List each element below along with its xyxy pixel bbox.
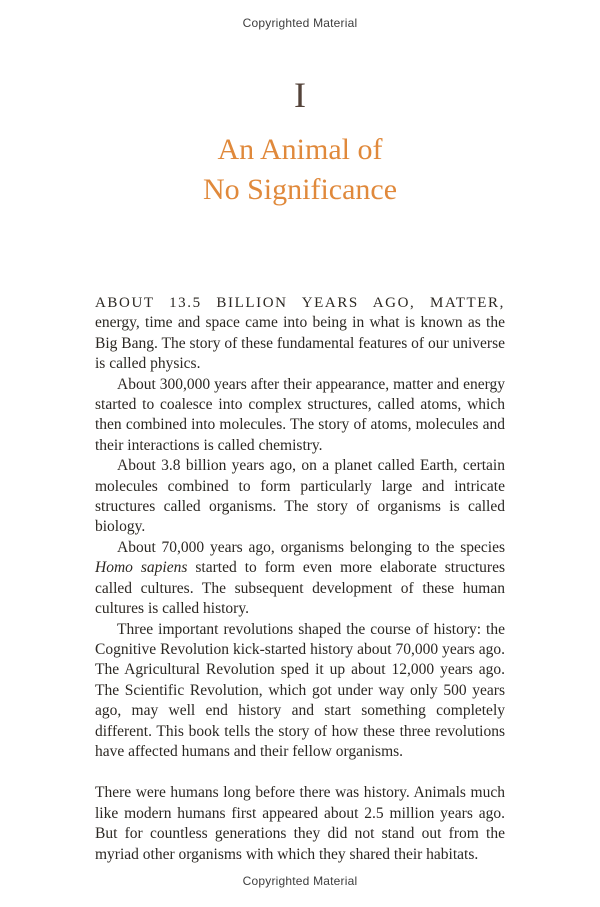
body-text	[95, 293, 505, 865]
italic-species-name: Homo sapiens	[95, 559, 188, 577]
paragraph	[95, 293, 505, 375]
copyright-notice-bottom: Copyrighted Material	[242, 874, 358, 888]
chapter-title-line2: No Significance	[202, 173, 398, 206]
paragraph	[95, 620, 505, 763]
chapter-title-line1: An Animal of	[217, 133, 383, 166]
text-segment: Three important revolutions shaped the course of history: the Cognitive Revolution kick-started history about 70,000 years ago. The Agricultural Revolution sped it up about 12,000 years ago. The Scientific Revolution, which got under way only 500 years ago, may well end history and start something completely different. This book tells the story of how these three revolutions have affected humans and their fellow organisms.	[95, 620, 505, 760]
paragraph	[95, 375, 505, 457]
text-segment: About 3.8 billion years ago, on a planet called Earth, certain molecules combined to form particularly large and intricate structures called organisms. The story of organisms is called biology.	[95, 457, 505, 536]
text-segment: There were humans long before there was history. Animals much like modern humans first appeared about 2.5 million years ago. But for countless generations they did not stand out from the myriad other organisms with which they shared their habitats.	[95, 784, 505, 863]
text-segment: started to form even more elaborate structures called cultures. The subsequent development of these human cultures is called history.	[95, 559, 505, 618]
chapter-number: I	[294, 75, 306, 115]
paragraph	[95, 783, 505, 865]
lead-caps-text: ABOUT 13.5 BILLION YEARS AGO, MATTER,	[95, 295, 505, 311]
text-segment: energy, time and space came into being in what is known as the Big Bang. The story of these fundamental features of our universe is called physics.	[95, 314, 505, 373]
chapter-title	[0, 130, 600, 210]
text-segment: About 300,000 years after their appearance, matter and energy started to coalesce into complex structures, called atoms, which then combined into molecules. The story of atoms, molecules and their interactions is called chemistry.	[95, 375, 505, 454]
paragraph	[95, 538, 505, 620]
copyright-notice-top: Copyrighted Material	[242, 16, 358, 30]
paragraph	[95, 456, 505, 538]
text-segment: About 70,000 years ago, organisms belonging to the species	[117, 538, 505, 556]
